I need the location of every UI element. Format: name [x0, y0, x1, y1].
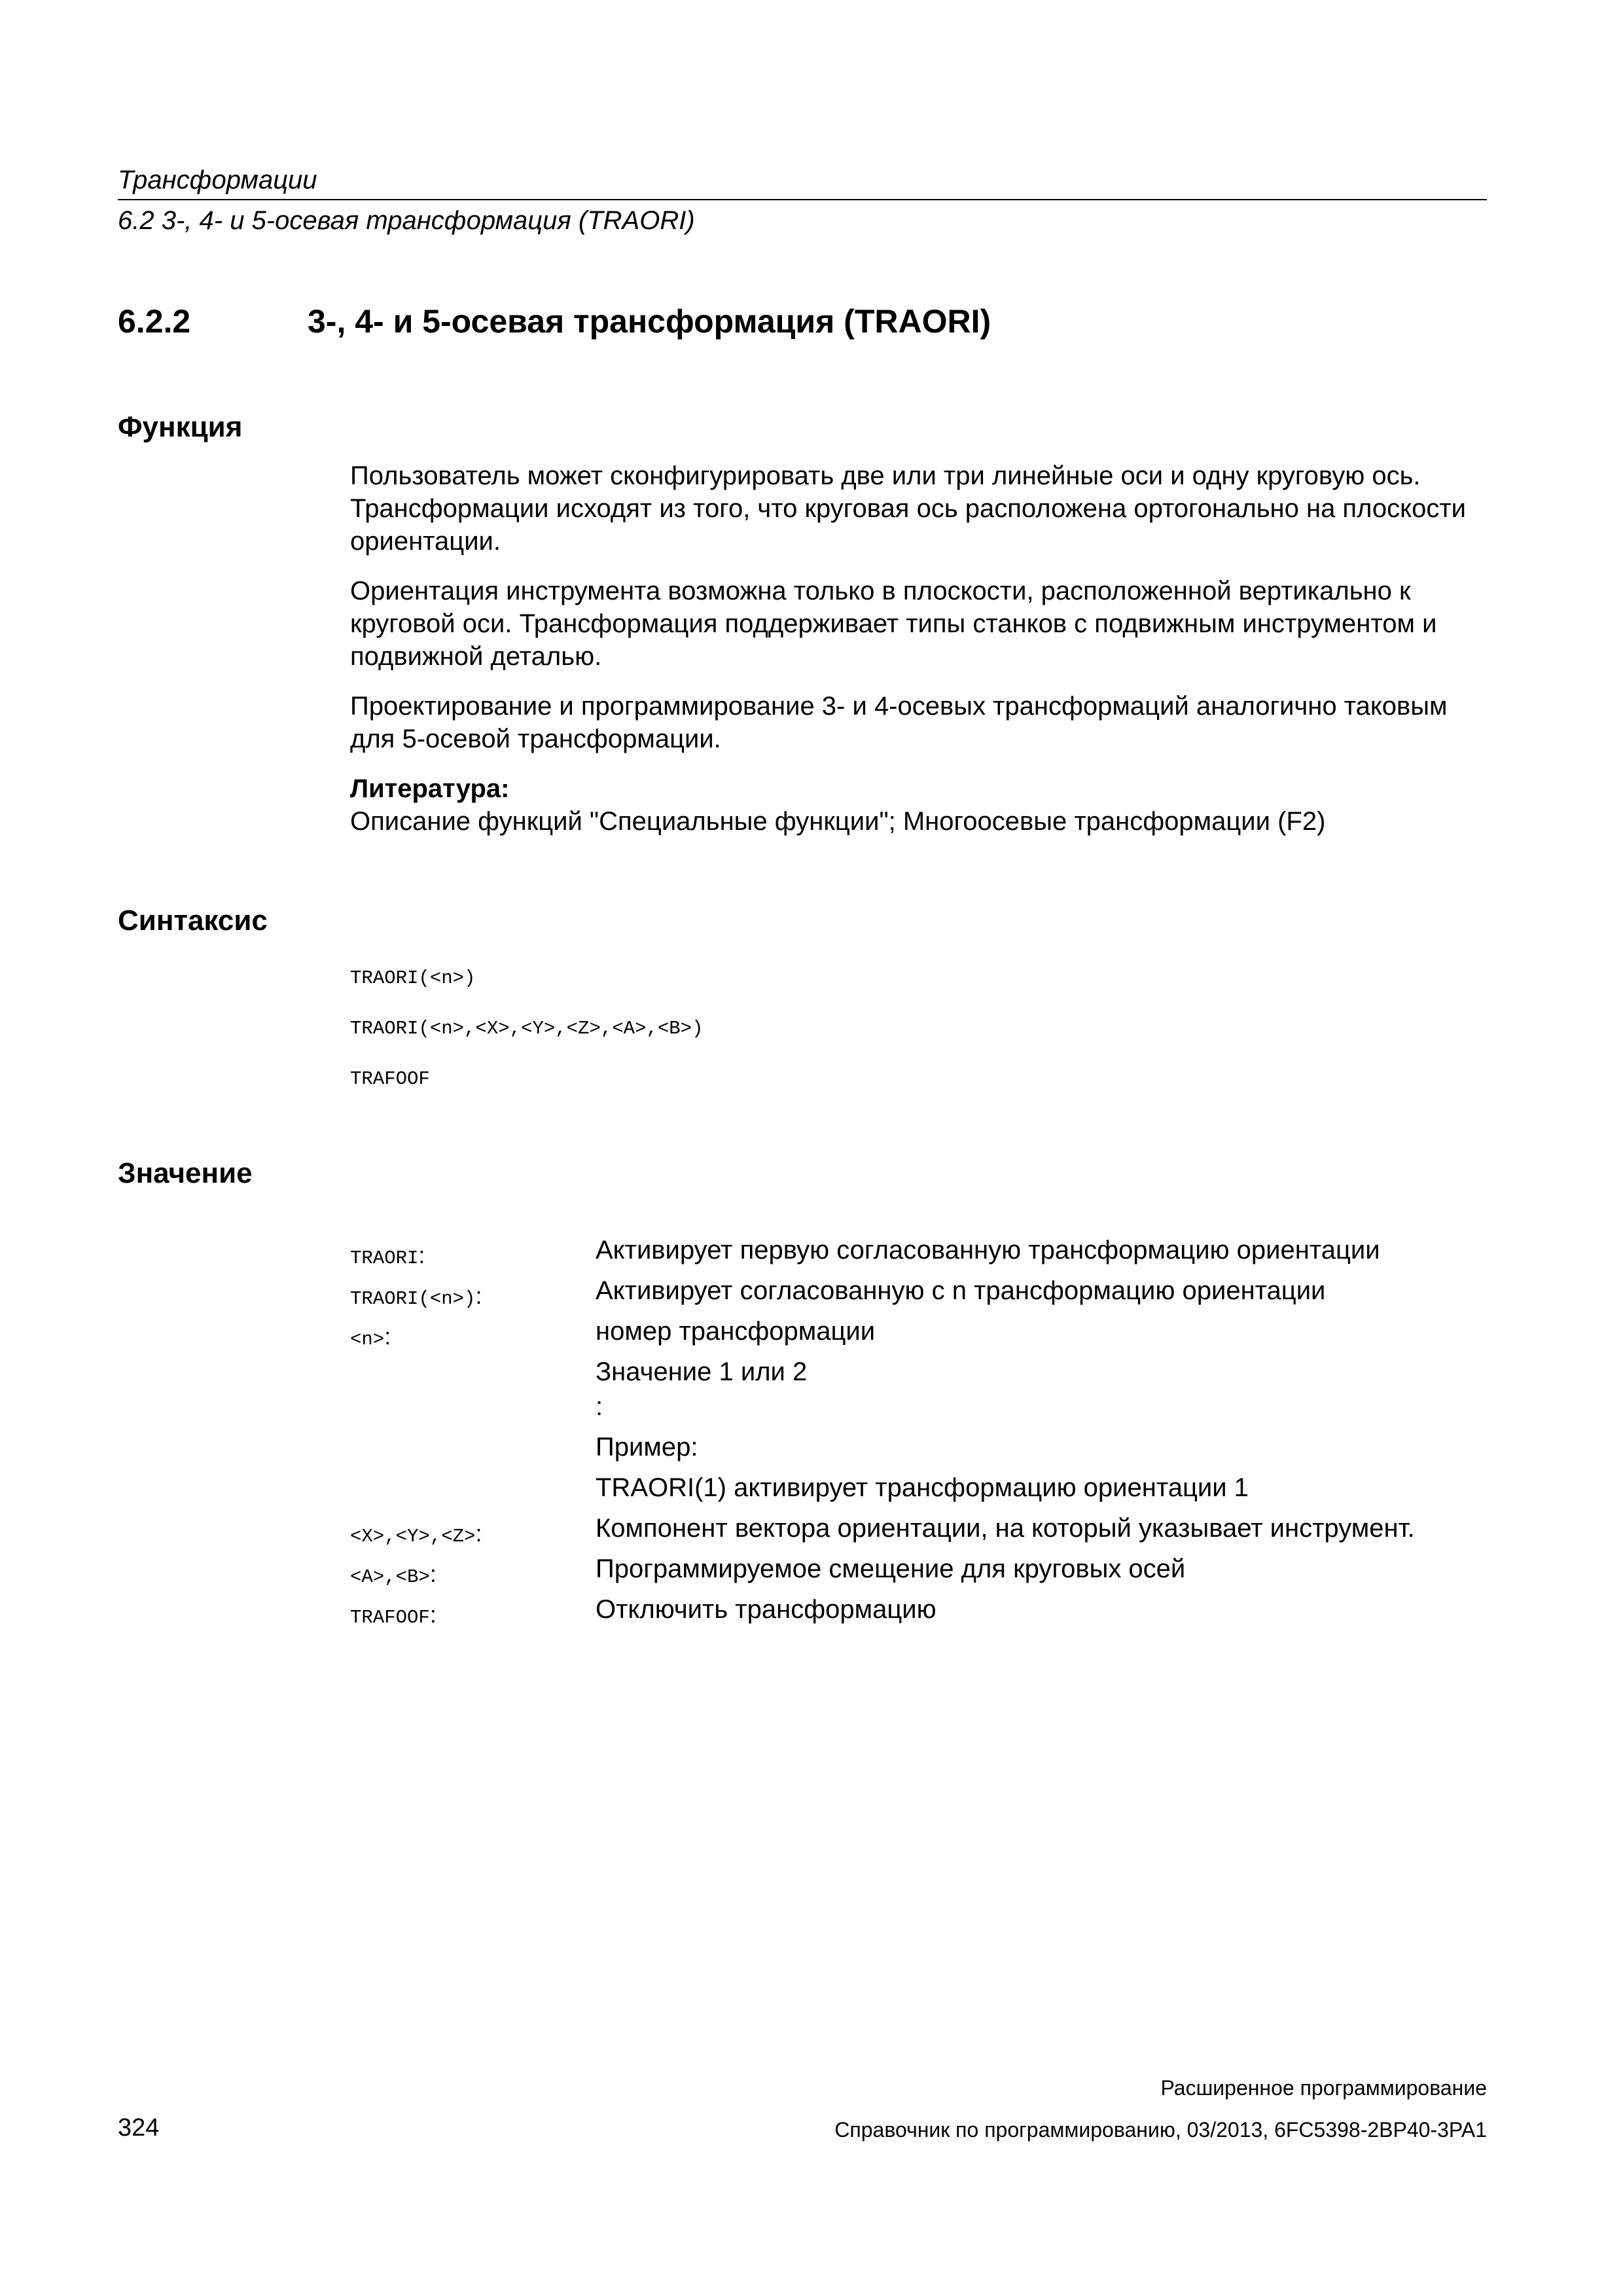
meaning-row	[350, 1234, 1489, 1274]
meaning-value: :	[596, 1392, 603, 1421]
running-header-chapter: Трансформации	[118, 166, 317, 194]
key-colon: :	[475, 1520, 482, 1547]
meaning-row	[350, 1593, 1489, 1634]
meaning-key: TRAORI	[350, 1247, 419, 1269]
syntax-heading: Синтаксис	[118, 905, 268, 937]
literature-text: Описание функций "Специальные функции"; Многоосевые трансформации (F2)	[350, 807, 1326, 836]
meaning-value: Пример:	[596, 1433, 698, 1462]
meaning-value: Компонент вектора ориентации, на который указывает инструмент.	[596, 1514, 1415, 1543]
function-body	[350, 459, 1489, 838]
meaning-value: TRAORI(1) активирует трансформацию ориентации 1	[596, 1473, 1249, 1502]
page-number: 324	[118, 2114, 160, 2142]
meaning-value: Активирует согласованную с n трансформацию ориентации	[596, 1276, 1326, 1305]
footer-book-info: Справочник по программированию, 03/2013, 6FC5398-2BP40-3PA1	[834, 2118, 1487, 2142]
meaning-value: Программируемое смещение для круговых осей	[596, 1554, 1186, 1583]
key-colon: :	[384, 1323, 391, 1350]
meaning-value: Отключить трансформацию	[596, 1595, 936, 1624]
meaning-row	[350, 1390, 1489, 1431]
meaning-value: номер трансформации	[596, 1317, 876, 1346]
meaning-key: TRAORI(<n>)	[350, 1288, 476, 1310]
meaning-row	[350, 1512, 1489, 1552]
literature-label: Литература:	[350, 774, 510, 803]
syntax-line-2: TRAORI(<n>,<X>,<Y>,<Z>,<A>,<B>)	[350, 1018, 704, 1039]
meaning-row	[350, 1471, 1489, 1512]
section-number: 6.2.2	[118, 303, 191, 340]
section-title-text: 3-, 4- и 5-осевая трансформация (TRAORI)	[308, 303, 991, 340]
meaning-key: <A>,<B>	[350, 1566, 430, 1588]
key-colon: :	[429, 1560, 437, 1587]
function-heading: Функция	[118, 411, 243, 443]
running-header	[118, 162, 1487, 238]
key-colon: :	[429, 1601, 437, 1628]
meaning-value: Активирует первую согласованную трансформацию ориентации	[596, 1236, 1380, 1265]
meaning-key: <X>,<Y>,<Z>	[350, 1526, 476, 1547]
syntax-line-3: TRAFOOF	[350, 1068, 430, 1090]
running-header-section: 6.2 3-, 4- и 5-осевая трансформация (TRAORI)	[118, 206, 695, 235]
meaning-value: Значение 1 или 2	[596, 1357, 808, 1386]
key-colon: :	[475, 1282, 482, 1309]
meaning-key: TRAFOOF	[350, 1607, 430, 1628]
meaning-row	[350, 1552, 1489, 1593]
header-rule	[118, 199, 1487, 200]
key-colon: :	[418, 1242, 425, 1268]
meaning-heading: Значение	[118, 1157, 253, 1189]
footer-book-title: Расширенное программирование	[1160, 2076, 1487, 2100]
meaning-row	[350, 1431, 1489, 1471]
section-title	[118, 302, 991, 340]
meaning-row	[350, 1274, 1489, 1315]
syntax-line-1: TRAORI(<n>)	[350, 967, 476, 989]
function-paragraph-1: Пользователь может сконфигурировать две или три линейные оси и одну круговую ось. Трансформации исходят из того, что круговая ось расположена ортогонально на плоскости ориентации.	[350, 461, 1466, 556]
meaning-row	[350, 1315, 1489, 1355]
function-paragraph-2: Ориентация инструмента возможна только в плоскости, расположенной вертикально к круговой оси. Трансформация поддерживает типы станков с подвижным инструментом и подвижной деталью.	[350, 577, 1437, 671]
meaning-key: <n>	[350, 1329, 385, 1350]
function-paragraph-3: Проектирование и программирование 3- и 4-осевых трансформаций аналогично таковым для 5-осевой трансформации.	[350, 692, 1448, 753]
